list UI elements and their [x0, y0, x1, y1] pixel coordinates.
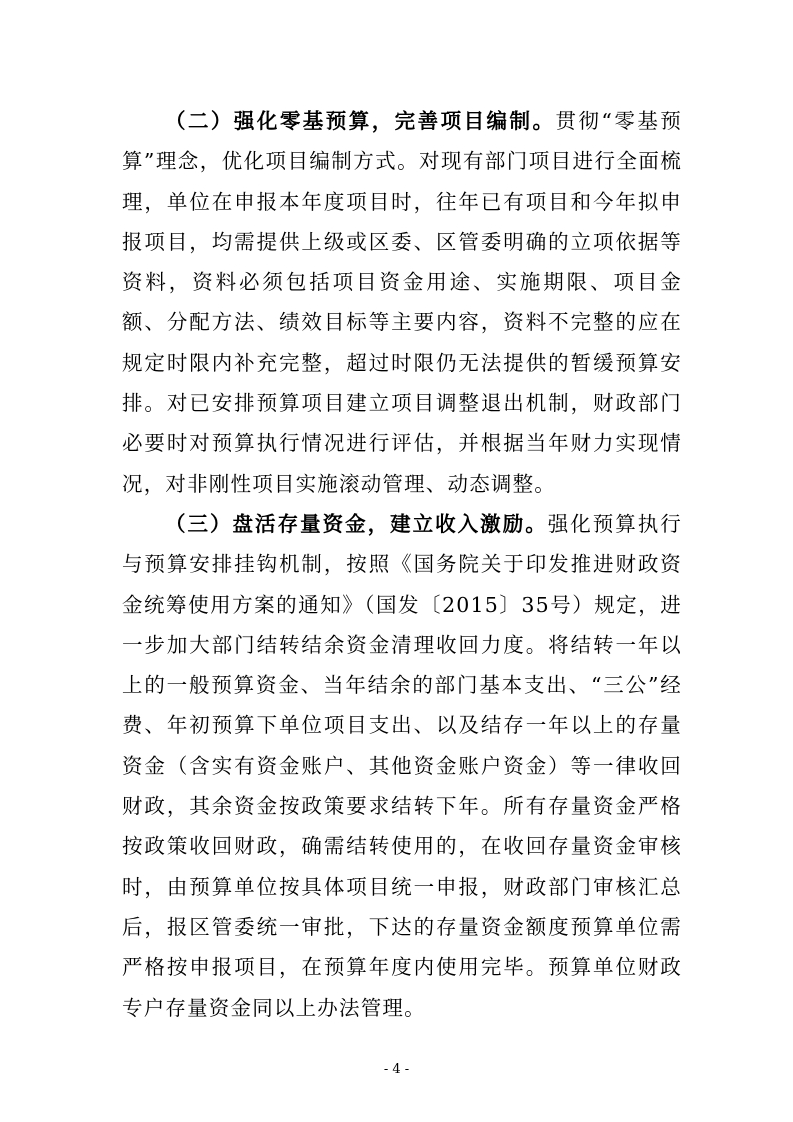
page-number: - 4 - — [383, 1062, 410, 1077]
paragraph-heading: （二）强化零基预算，完善项目编制。 — [165, 109, 556, 133]
paragraph-text: 强化预算执行与预算安排挂钩机制，按照《国务院关于印发推进财政资金统筹使用方案的通知》（国发〔2015〕35号）规定，进一步加大部门结转结余资金清理收回力度。将结转一年以上的一般预算资金、当年结余的部门基本支出、“三公”经费、年初预算下单位项目支出、以及结存一年以上的存量资金（含实有资金账户、其他资金账户资金）等一律收回财政，其余资金按政策要求结转下年。所有存量资金严格按政策收回财政，确需结转使用的，在收回存量资金审核时，由预算单位按具体项目统一申报，财政部门审核汇总后，报区管委统一审批，下达的存量资金额度预算单位需严格按申报项目，在预算年度内使用完毕。预算单位财政专户存量资金同以上办法管理。 — [122, 511, 683, 1020]
paragraph-zero-based-budget — [122, 101, 682, 504]
paragraph-revitalize-funds — [122, 504, 682, 1028]
paragraph-text: 贯彻“零基预算”理念，优化项目编制方式。对现有部门项目进行全面梳理，单位在申报本年度项目时，往年已有项目和今年拟申报项目，均需提供上级或区委、区管委明确的立项依据等资料，资料必须包括项目资金用途、实施期限、项目金额、分配方法、绩效目标等主要内容，资料不完整的应在规定时限内补充完整，超过时限仍无法提供的暂缓预算安排。对已安排预算项目建立项目调整退出机制，财政部门必要时对预算执行情况进行评估，并根据当年财力实现情况，对非刚性项目实施滚动管理、动态调整。 — [122, 109, 682, 496]
document-body — [122, 101, 682, 1028]
paragraph-heading: （三）盘活存量资金，建立收入激励。 — [165, 511, 548, 536]
